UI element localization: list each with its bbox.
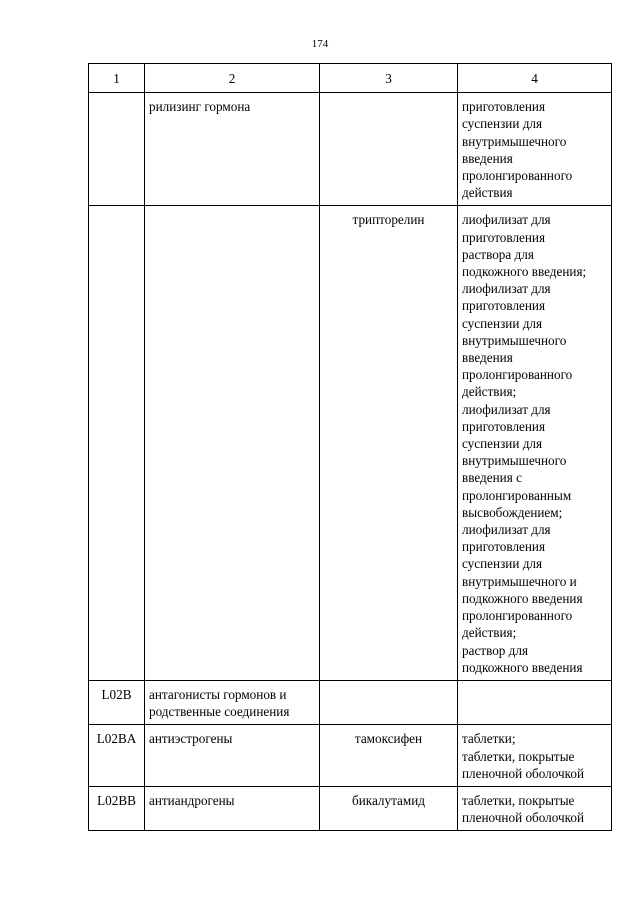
anatomical-group-cell: рилизинг гормона <box>145 93 320 206</box>
table-row <box>89 725 612 787</box>
anatomical-group-cell: антиандрогены <box>145 786 320 830</box>
dosage-form-line: суспензии для <box>462 116 543 132</box>
dosage-form-line: приготовления <box>462 229 546 245</box>
dosage-form-line: приготовления <box>462 99 546 115</box>
dosage-form-line: подкожного введения <box>462 659 583 675</box>
atc-code-cell: L02B <box>89 680 145 724</box>
column-header-3: 3 <box>320 64 458 93</box>
atc-code-cell: L02BB <box>89 786 145 830</box>
dosage-form-line: введения с <box>462 470 522 486</box>
dosage-form-line: введения <box>462 150 513 166</box>
drug-table <box>88 63 612 831</box>
dosage-form-line: приготовления <box>462 418 546 434</box>
dosage-form-line: раствор для <box>462 642 529 658</box>
dosage-form-line: внутримышечного и <box>462 573 577 589</box>
dosage-form-line: лиофилизат для <box>462 401 551 417</box>
dosage-form-line: лиофилизат для <box>462 522 551 538</box>
dosage-form-line: суспензии для <box>462 556 543 572</box>
table-body <box>89 93 612 831</box>
dosage-forms-cell <box>458 206 612 680</box>
drug-name-cell: тамоксифен <box>320 725 458 787</box>
drug-name-cell <box>320 680 458 724</box>
dosage-form-line: таблетки, покрытые <box>462 792 575 808</box>
table-header <box>89 64 612 93</box>
drug-name-cell: трипторелин <box>320 206 458 680</box>
dosage-form-line: суспензии для <box>462 315 543 331</box>
dosage-form-line: высвобождением; <box>462 504 563 520</box>
column-header-4: 4 <box>458 64 612 93</box>
drug-name-cell <box>320 93 458 206</box>
page-number: 174 <box>311 38 329 50</box>
drug-name-cell: бикалутамид <box>320 786 458 830</box>
dosage-form-line: лиофилизат для <box>462 212 551 228</box>
dosage-form-line: внутримышечного <box>462 332 567 348</box>
dosage-forms-cell <box>458 725 612 787</box>
dosage-form-line: приготовления <box>462 298 546 314</box>
anatomical-group-cell: антагонисты гормонов и родственные соединения <box>145 680 320 724</box>
dosage-form-line: подкожного введения; <box>462 264 587 280</box>
dosage-form-line: действия; <box>462 625 517 641</box>
table-row <box>89 786 612 830</box>
atc-code-cell: L02BA <box>89 725 145 787</box>
dosage-form-line: действия; <box>462 384 517 400</box>
dosage-form-line: суспензии для <box>462 436 543 452</box>
dosage-form-line: пролонгированным <box>462 487 572 503</box>
dosage-forms-cell <box>458 786 612 830</box>
dosage-form-line: подкожного введения <box>462 590 583 606</box>
header-row <box>89 64 612 93</box>
table-row <box>89 680 612 724</box>
atc-code-cell <box>89 93 145 206</box>
dosage-form-line: раствора для <box>462 246 534 262</box>
dosage-form-line: введения <box>462 350 513 366</box>
dosage-form-line: пленочной оболочкой <box>462 765 585 781</box>
dosage-form-line: внутримышечного <box>462 133 567 149</box>
anatomical-group-cell <box>145 206 320 680</box>
dosage-form-line: таблетки; <box>462 731 516 747</box>
atc-code-cell <box>89 206 145 680</box>
anatomical-group-cell: антиэстрогены <box>145 725 320 787</box>
dosage-forms-cell <box>458 680 612 724</box>
column-header-2: 2 <box>145 64 320 93</box>
column-header-1: 1 <box>89 64 145 93</box>
dosage-form-line: внутримышечного <box>462 453 567 469</box>
dosage-form-line: лиофилизат для <box>462 281 551 297</box>
dosage-forms-cell <box>458 93 612 206</box>
dosage-form-line: пролонгированного <box>462 168 573 184</box>
dosage-form-line: таблетки, покрытые <box>462 748 575 764</box>
dosage-form-line: приготовления <box>462 539 546 555</box>
table-row <box>89 206 612 680</box>
dosage-form-line: пролонгированного <box>462 367 573 383</box>
table-row <box>89 93 612 206</box>
dosage-form-line: действия <box>462 185 513 201</box>
dosage-form-line: пролонгированного <box>462 608 573 624</box>
dosage-form-line: пленочной оболочкой <box>462 810 585 826</box>
